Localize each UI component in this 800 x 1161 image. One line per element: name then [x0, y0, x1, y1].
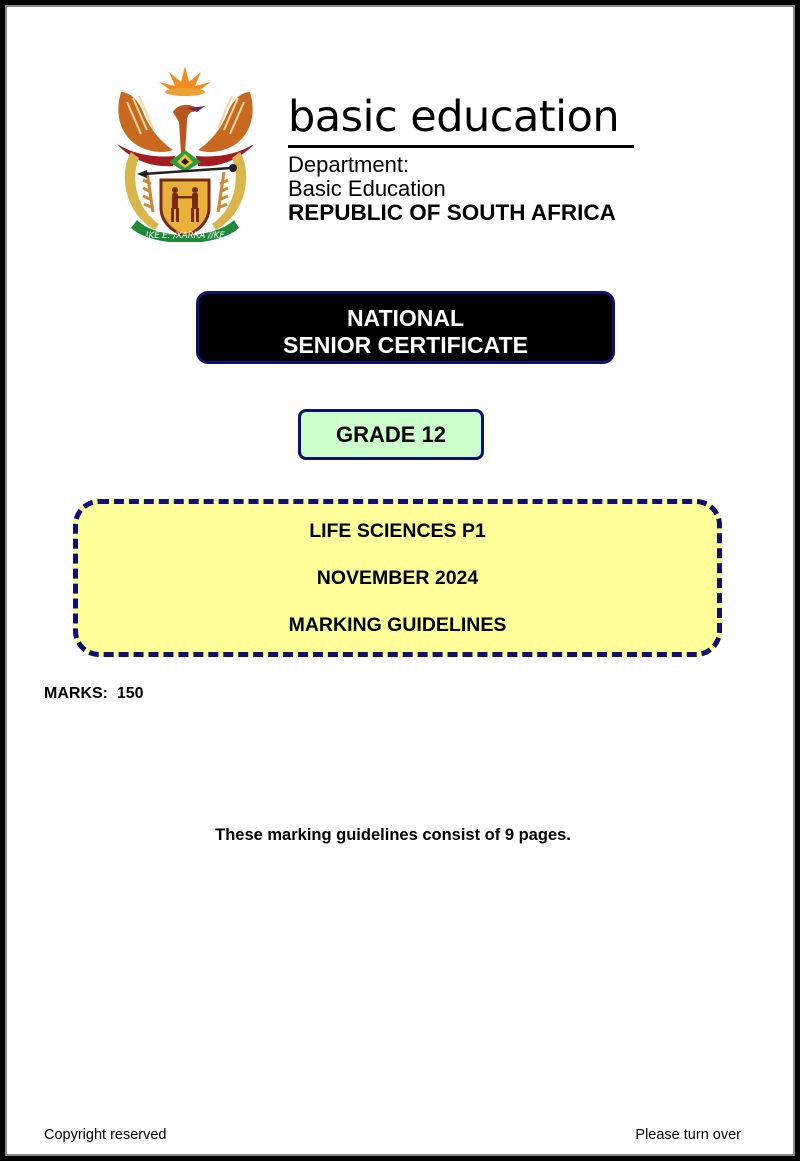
subject-title: LIFE SCIENCES P1 — [309, 520, 486, 542]
subject-panel — [73, 499, 722, 657]
department-name: Basic Education — [288, 176, 446, 201]
document-type: MARKING GUIDELINES — [288, 614, 507, 636]
brand-divider — [288, 145, 634, 148]
grade-badge: GRADE 12 — [298, 409, 484, 460]
shield-icon — [161, 180, 209, 236]
footer-copyright: Copyright reserved — [44, 1127, 167, 1143]
total-marks: MARKS: 150 — [44, 685, 144, 702]
country-name: REPUBLIC OF SOUTH AFRICA — [288, 200, 616, 225]
footer-turn-over: Please turn over — [635, 1127, 741, 1143]
right-wing-icon — [196, 92, 254, 166]
department-label: Department: — [288, 152, 410, 177]
department-brand — [288, 92, 634, 225]
sun-icon — [159, 66, 211, 96]
certificate-line-1: NATIONAL — [346, 305, 465, 331]
svg-text:!KE E: /XARRA //KE: !KE E: /XARRA //KE — [145, 231, 225, 241]
secretary-bird-icon — [173, 105, 205, 154]
south-africa-coat-of-arms-icon — [113, 62, 258, 242]
certificate-banner — [196, 291, 615, 364]
left-wing-icon — [117, 92, 175, 166]
page-count-note: These marking guidelines consist of 9 pages. — [215, 826, 571, 844]
exam-session: NOVEMBER 2024 — [316, 567, 479, 589]
certificate-line-2: SENIOR CERTIFICATE — [283, 332, 528, 358]
brand-title: basic education — [288, 92, 620, 142]
